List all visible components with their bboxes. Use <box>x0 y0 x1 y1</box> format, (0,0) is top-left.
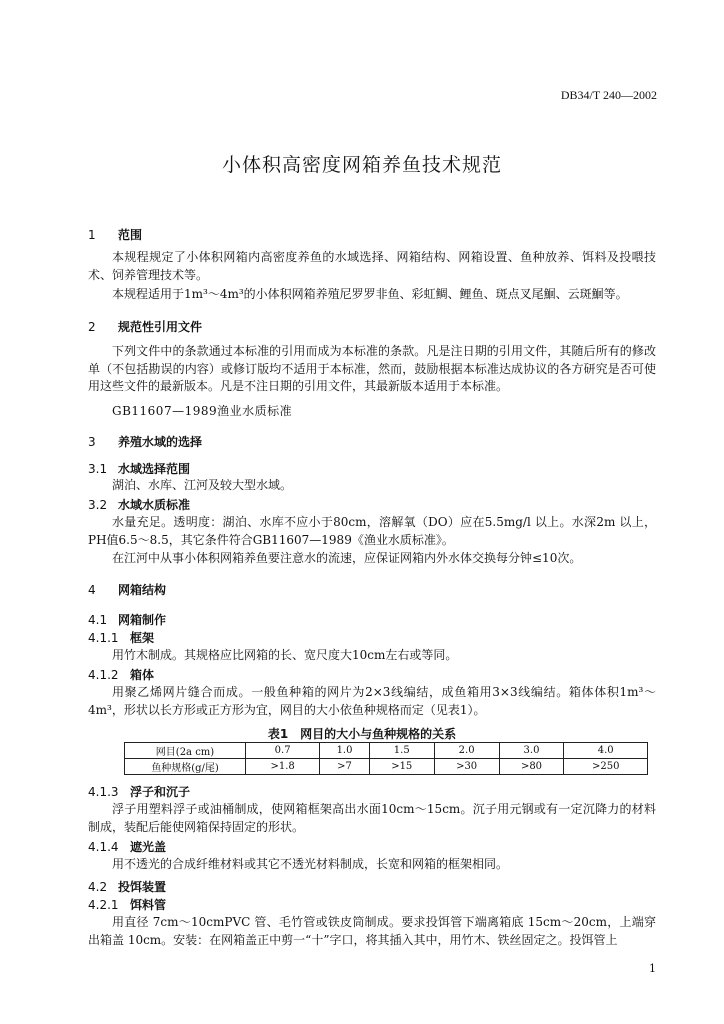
section-title: 养殖水域的选择 <box>118 435 203 449</box>
section-3-2-paragraph-2: 在江河中从事小体积网箱养鱼要注意水的流速，应保证网箱内外水体交换每分钟≤10次。 <box>112 551 582 565</box>
section-4-1-4-heading <box>88 838 166 855</box>
section-number: 4.1 <box>88 613 108 627</box>
section-4-heading <box>88 581 166 598</box>
section-4-1-3-paragraph: 浮子用塑料浮子或油桶制成，使网箱框架高出水面10cm～15cm。沉子用元钢或有一定沉降力的材料制成，装配后能使网箱保持固定的形状。 <box>88 802 656 834</box>
section-title: 规范性引用文件 <box>118 320 203 334</box>
section-4-2-1-paragraph: 用直径 7cm～10cmPVC 管、毛竹管或铁皮筒制成。要求投饵管下端离箱底 15cm～20cm，上端穿出箱盖 10cm。安装：在网箱盖正中剪一“十”字口，将其插入其中，用竹木、铁丝固定之。投饵管上 <box>88 915 656 947</box>
section-3-1-paragraph: 湖泊、水库、江河及较大型水域。 <box>112 478 293 492</box>
section-number: 4 <box>88 583 96 597</box>
section-title: 饵料管 <box>130 898 167 912</box>
section-3-heading <box>88 433 202 450</box>
table-cell: >80 <box>499 759 564 775</box>
section-4-1-1-heading <box>88 629 154 646</box>
section-number: 3.1 <box>88 462 108 476</box>
section-number: 1 <box>88 228 96 242</box>
page-number: 1 <box>649 962 656 975</box>
section-title: 范围 <box>118 228 143 242</box>
section-title: 框架 <box>130 631 155 645</box>
section-title: 浮子和沉子 <box>130 785 191 799</box>
table-cell: 0.7 <box>246 743 320 759</box>
section-1-paragraph-1: 本规程规定了小体积网箱内高密度养鱼的水域选择、网箱结构、网箱设置、鱼种放养、饵料及投喂技术、饲养管理技术等。 <box>88 250 656 282</box>
section-title: 投饵装置 <box>118 880 167 894</box>
section-number: 3.2 <box>88 498 108 512</box>
section-title: 网箱制作 <box>118 613 167 627</box>
section-1-paragraph-2: 本规程适用于1m³～4m³的小体积网箱养殖尼罗罗非鱼、彩虹鲷、鲤鱼、斑点叉尾鮰、云斑鮰等。 <box>112 287 628 301</box>
section-3-1-heading <box>88 460 190 477</box>
section-3-2-paragraph-1: 水量充足。透明度：湖泊、水库不应小于80cm，溶解氧（DO）应在5.5mg/l 以上。水深2m 以上，PH值6.5～8.5，其它条件符合GB11607—1989《渔业水质标准》。 <box>88 515 656 547</box>
table-cell: 1.0 <box>320 743 370 759</box>
standard-code: DB34/T 240—2002 <box>560 88 657 102</box>
section-title: 网箱结构 <box>118 583 167 597</box>
section-4-1-4-paragraph: 用不透光的合成纤维材料或其它不透光材料制成，长宽和网箱的框架相同。 <box>112 857 509 871</box>
table-row-label: 网目(2a cm) <box>125 743 246 759</box>
document-title: 小体积高密度网箱养鱼技术规范 <box>221 154 502 176</box>
table-row <box>125 759 648 775</box>
table-cell: >15 <box>369 759 434 775</box>
reference-standard: GB11607—1989渔业水质标准 <box>112 404 293 418</box>
table-cell: 1.5 <box>369 743 434 759</box>
section-1-heading <box>88 226 142 243</box>
section-number: 4.1.1 <box>88 631 119 645</box>
table-1 <box>124 742 648 775</box>
table-cell: 2.0 <box>434 743 499 759</box>
table-row <box>125 743 648 759</box>
section-title: 遮光盖 <box>130 840 167 854</box>
section-4-1-2-paragraph: 用聚乙烯网片缝合而成。一般鱼种箱的网片为2×3线编结，成鱼箱用3×3线编结。箱体体积1m³～4m³，形状以长方形或正方形为宜，网目的大小依鱼种规格而定（见表1）。 <box>88 685 656 717</box>
table-cell: >30 <box>434 759 499 775</box>
table-1-caption: 表1 网目的大小与鱼种规格的关系 <box>267 727 457 741</box>
section-number: 4.2.1 <box>88 898 119 912</box>
section-4-1-heading <box>88 611 166 628</box>
section-number: 2 <box>88 320 96 334</box>
section-2-paragraph: 下列文件中的条款通过本标准的引用而成为本标准的条款。凡是注日期的引用文件，其随后所有的修改单（不包括勘误的内容）或修订版均不适用于本标准，然而，鼓励根据本标准达成协议的各方研究是否可使用这些文件的最新版本。凡是不注日期的引用文件，其最新版本适用于本标准。 <box>88 344 656 393</box>
section-4-1-2-heading <box>88 666 154 683</box>
section-number: 4.2 <box>88 880 108 894</box>
section-number: 4.1.3 <box>88 785 119 799</box>
section-4-1-3-heading <box>88 783 190 800</box>
table-cell: >1.8 <box>246 759 320 775</box>
section-2-heading <box>88 318 202 335</box>
section-4-1-1-paragraph: 用竹木制成。其规格应比网箱的长、宽尺度大10cm左右或等同。 <box>112 648 458 662</box>
table-cell: 3.0 <box>499 743 564 759</box>
section-4-2-1-heading <box>88 896 166 913</box>
section-4-2-heading <box>88 878 166 895</box>
table-row-label: 鱼种规格(g/尾) <box>125 759 246 775</box>
table-cell: >7 <box>320 759 370 775</box>
section-title: 箱体 <box>130 668 155 682</box>
table-cell: 4.0 <box>564 743 648 759</box>
section-title: 水域水质标准 <box>118 498 191 512</box>
section-number: 3 <box>88 435 96 449</box>
section-3-2-heading <box>88 496 190 513</box>
section-number: 4.1.4 <box>88 840 119 854</box>
table-cell: >250 <box>564 759 648 775</box>
section-number: 4.1.2 <box>88 668 119 682</box>
section-title: 水域选择范围 <box>118 462 191 476</box>
